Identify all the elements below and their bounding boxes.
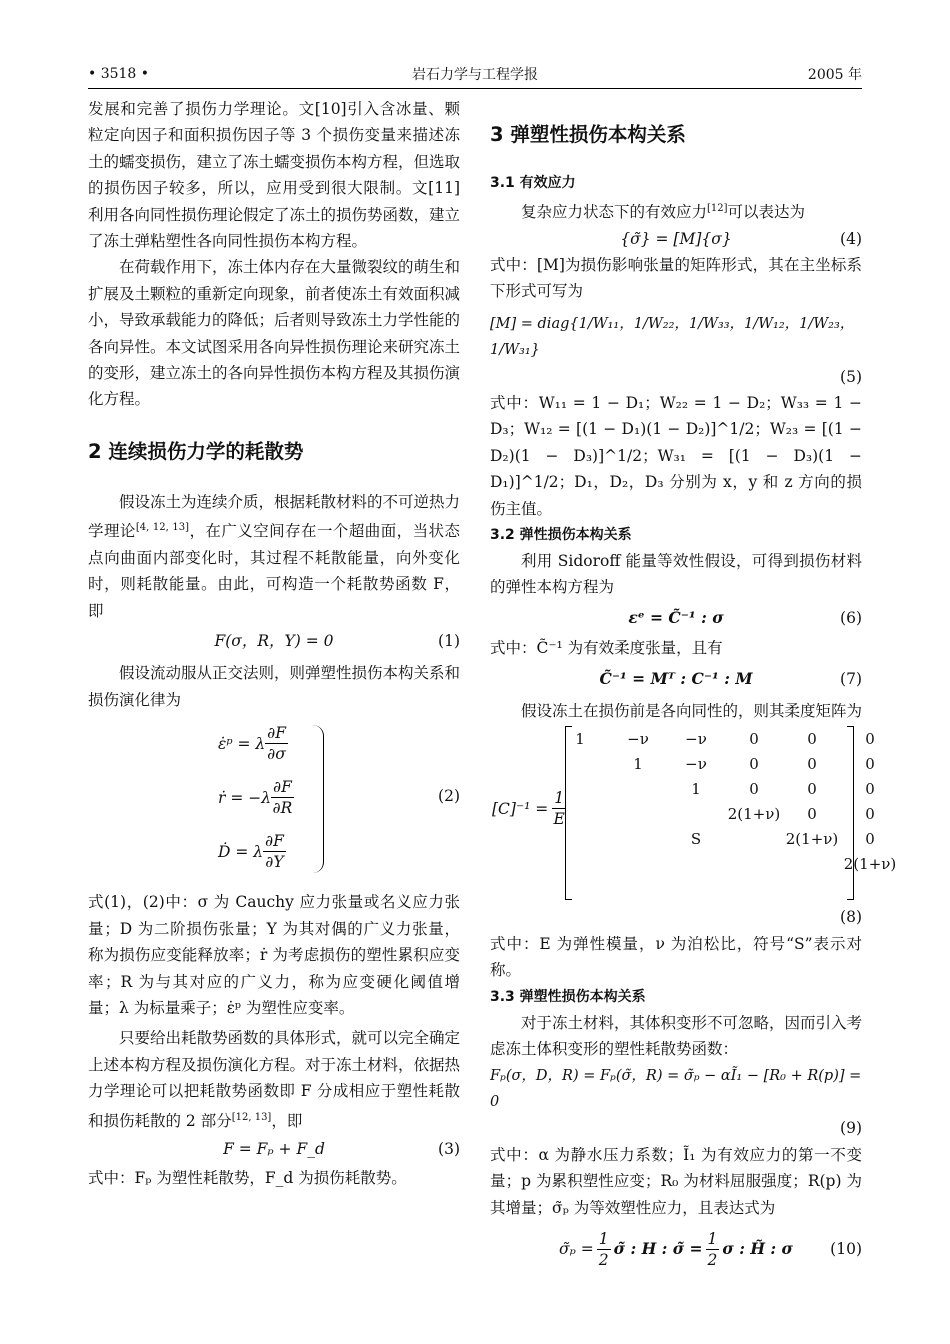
equation-number: (5)	[840, 367, 862, 386]
page-header	[88, 62, 862, 86]
right-column	[490, 96, 897, 1270]
left-column	[88, 96, 460, 1191]
paragraph: 在荷载作用下，冻土体内存在大量微裂纹的萌生和扩展及土颗粒的重新定向现象，前者使冻土有效面积减小，导致承载能力的降低；后者则导致冻土力学性能的各向异性。本文试图采用各向异性损伤理论来研究冻土的变形，建立冻土的各向异性损伤本构方程及其损伤演化方程。	[88, 258, 461, 409]
paragraph: 发展和完善了损伤力学理论。文[10]引入含冰量、颗粒定向因子和面积损伤因子等 3 个损伤变量来描述冻土的蠕变损伤，建立了冻土蠕变损伤本构方程，但选取的损伤因子较多，所以，应用受到很大限制。文[11]利用各向同性损伤理论假定了冻土的损伤势函数，建立了冻土弹粘塑性各向同性损伤本构方程。	[88, 100, 461, 251]
matrix-label: [C]⁻¹ = $\frac{1}{E}$	[492, 789, 565, 829]
matrix-cell: −ν	[685, 755, 707, 774]
paragraph: 式中：C̃⁻¹ 为有效柔度张量，且有	[490, 639, 723, 658]
paragraph: 假设流动服从正交法则，则弹塑性损伤本构关系和损伤演化律为	[88, 664, 461, 709]
citation: [12, 13]	[231, 1111, 272, 1123]
right-brace	[313, 725, 324, 873]
matrix-cell: −ν	[685, 730, 707, 749]
matrix-cell: 1	[575, 730, 585, 749]
paragraph: 复杂应力状态下的有效应力[12]可以表达为	[521, 203, 806, 222]
compliance-matrix	[490, 726, 897, 904]
equation-1: F(σ，R，Y) = 0 (1)	[214, 632, 460, 651]
equation-7: C̃⁻¹ = Mᵀ : C⁻¹ : M (7)	[599, 668, 862, 688]
matrix-cell: 0	[749, 730, 759, 749]
matrix-cell: 2(1+ν)	[843, 855, 897, 874]
equation-5: [M] = diag{1/W₁₁，1/W₂₂，1/W₃₃，1/W₁₂，1/W₂₃，1/W₃₁}	[490, 315, 855, 359]
paragraph: 式中：α 为静水压力系数；Ĩ₁ 为有效应力的第一不变量；p 为累积塑性应变；R₀ 为材料屈服强度；R(p) 为其增量；σ̃ₚ 为等效塑性应力，且表达式为	[490, 1145, 862, 1217]
paragraph: 假设冻土在损伤前是各向同性的，则其柔度矩阵为	[521, 702, 863, 721]
equation-number: (8)	[840, 908, 862, 927]
page-number: • 3518 •	[88, 66, 150, 82]
matrix-cell: 2(1+ν)	[727, 805, 781, 824]
paragraph: 式中：Fₚ 为塑性耗散势，F_d 为损伤耗散势。	[88, 1168, 407, 1187]
matrix-cell: 0	[807, 730, 817, 749]
matrix-cell: 0	[865, 755, 875, 774]
matrix-cell: 0	[865, 805, 875, 824]
paragraph: 对于冻土材料，其体积变形不可忽略，因而引入考虑冻土体积变形的塑性耗散势函数：	[490, 1013, 863, 1059]
paragraph: 式中：[M]为损伤影响张量的矩阵形式，其在主坐标系下形式可写为	[490, 255, 862, 301]
subsection-heading: 3.2 弹性损伤本构关系	[490, 527, 632, 544]
equation-number: (9)	[840, 1119, 862, 1138]
matrix-cell: 0	[807, 780, 817, 799]
header-rule	[88, 88, 862, 89]
citation: [12]	[707, 203, 728, 214]
subsection-heading: 3.1 有效应力	[490, 175, 576, 191]
matrix-cell: 0	[865, 830, 875, 849]
matrix-cell: 0	[865, 780, 875, 799]
paragraph: 式中：W₁₁ = 1 − D₁；W₂₂ = 1 − D₂；W₃₃ = 1 − D₃；W₁₂ = [(1 − D₁)(1 − D₂)]^1/2；W₂₃ = [(1 − D₂)(1 − D₃)]^1/2；W₃₁ = [(1 − D₃)(1 − D₁)]^1/2；D₁，D₂，D₃ 分别为 x，y 和 z 方向的损伤主值。	[490, 394, 862, 518]
paragraph: 只要给出耗散势函数的具体形式，就可以完全确定上述本构方程及损伤演化方程。对于冻土材料，依据热力学理论可以把耗散势函数即 F 分成相应于塑性耗散和损伤耗散的 2 部分[12, 13]，即	[88, 1029, 461, 1130]
matrix-cell: 0	[865, 730, 875, 749]
paragraph: 假设冻土为连续介质，根据耗散材料的不可逆热力学理论[4, 12, 13]，在广义空间存在一个超曲面，当状态点向曲面内部变化时，其过程不耗散能量，向外变化时，则耗散能量。由此，可构造一个耗散势函数 F，即	[88, 492, 461, 620]
matrix-cell: 2(1+ν)	[785, 830, 839, 849]
citation: [4, 12, 13]	[135, 522, 190, 534]
matrix-cell: 1	[691, 780, 701, 799]
equation-10: σ̃ₚ = $\frac{1}{2}$ σ̃ : H : σ̃ = $\frac{1}{2}$ σ : H̃ : σ (10)	[559, 1229, 862, 1269]
section-heading-2: 2 连续损伤力学的耗散势	[88, 439, 304, 463]
section-heading-3: 3 弹塑性损伤本构关系	[490, 123, 686, 146]
paragraph: 利用 Sidoroff 能量等效性假设，可得到损伤材料的弹性本构方程为	[490, 552, 862, 597]
matrix-cell: 0	[749, 780, 759, 799]
matrix-cell: −ν	[627, 730, 649, 749]
subsection-heading: 3.3 弹塑性损伤本构关系	[490, 988, 646, 1005]
matrix-cell: 1	[633, 755, 643, 774]
equation-9: Fₚ(σ，D，R) = Fₚ(σ̃，R) = σ̃ₚ − αĨ₁ − [R₀ + R(p)] = 0	[490, 1067, 862, 1110]
year: 2005 年	[807, 67, 862, 83]
equation-4: {σ̃} = [M]{σ} (4)	[620, 229, 862, 248]
equation-2: ε̇ᵖ = λ $\frac{\partial F}{\partial\sigma}$ ṙ = −λ $\frac{\partial F}{\partial R}$ Ḋ = λ $\frac{\partial F}{\partial Y}$ (2)	[218, 724, 460, 872]
equation-3: F = Fₚ + F_d (3)	[223, 1140, 460, 1159]
matrix-cell: S	[690, 830, 702, 849]
equation-6: εᵉ = C̃⁻¹ : σ (6)	[628, 607, 862, 627]
matrix-cell: 0	[807, 755, 817, 774]
matrix-cell: 0	[807, 805, 817, 824]
matrix-cell: 0	[749, 755, 759, 774]
journal-title: 岩石力学与工程学报	[412, 67, 538, 83]
paragraph: 式(1)，(2)中：σ 为 Cauchy 应力张量或名义应力张量；D 为二阶损伤张量；Y 为其对偶的广义力张量，称为损伤应变能释放率；ṙ 为考虑损伤的塑性累积应变率；R 为与其对应的广义力，称为应变硬化阈值增量；λ 为标量乘子；ε̇ᵖ 为塑性应变率。	[88, 893, 460, 1017]
paragraph: 式中：E 为弹性模量，ν 为泊松比，符号“S”表示对称。	[490, 934, 862, 980]
